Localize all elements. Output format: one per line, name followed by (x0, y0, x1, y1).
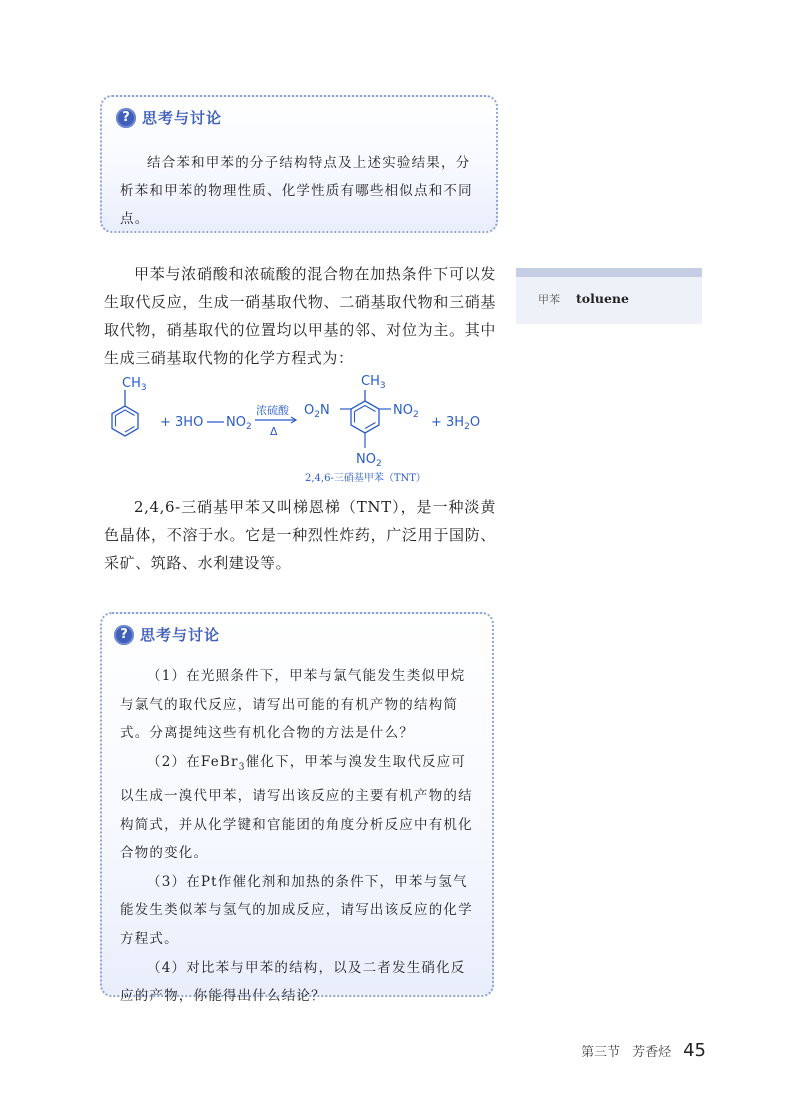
tnt-left-nitro: $O_2N$ (304, 403, 330, 420)
reagent-no2: $NO_2$ (226, 415, 252, 432)
question-icon: ? (116, 108, 136, 128)
reagent-hono2: + 3HO (160, 415, 204, 430)
body-paragraph-2: 2,4,6-三硝基甲苯又叫梯恩梯（TNT），是一种淡黄色晶体，不溶于水。它是一种烈性炸药，广泛用于国防、采矿、筑路、水利建设等。 (104, 498, 496, 572)
water-product: + $3H_2O$ (431, 415, 481, 432)
page-number: 45 (683, 1040, 706, 1061)
question-2: （2）在FeBr$_3$催化下，甲苯与溴发生取代反应可以生成一溴代甲苯，请写出该反应的主要有机产物的结构简式，并从化学键和官能团的角度分析反应中有机化合物的变化。 (120, 753, 473, 862)
discussion-text-1: 结合苯和甲苯的分子结构特点及上述实验结果，分析苯和甲苯的物理性质、化学性质有哪些相似点和不同点。 (120, 155, 473, 227)
glossary-term-en: toluene (576, 291, 629, 306)
glossary-entry (516, 277, 702, 307)
tnt-bottom-nitro: $NO_2$ (356, 452, 382, 469)
tnt-structure (340, 390, 391, 448)
glossary-term-zh: 甲苯 (538, 293, 560, 306)
page-footer (581, 1040, 706, 1061)
discussion-box-2 (100, 612, 494, 1005)
discussion-questions (120, 662, 480, 1011)
discussion-title-2: 思考与讨论 (140, 626, 221, 644)
discussion-heading-1 (116, 107, 222, 128)
tnt-methyl-label: $CH_3$ (361, 374, 386, 391)
glossary-band (516, 268, 702, 277)
question-3: （3）在Pt作催化剂和加热的条件下，甲苯与氢气能发生类似苯与氢气的加成反应，请写出该反应的化学方程式。 (120, 873, 473, 948)
footer-section: 第三节 (581, 1045, 621, 1060)
reaction-catalyst: 浓硫酸 (256, 404, 289, 417)
discussion-heading-2 (114, 624, 220, 645)
footer-title: 芳香烃 (632, 1045, 672, 1060)
nitration-equation (100, 368, 500, 498)
discussion-box-1 (100, 95, 498, 233)
toluene-methyl-label: $CH_3$ (122, 376, 147, 393)
tnt-right-nitro: $NO_2$ (393, 403, 419, 420)
tnt-name-label: 2,4,6-三硝基甲苯（TNT） (305, 473, 426, 484)
glossary-sidebar (516, 268, 702, 324)
toluene-structure (112, 390, 138, 436)
question-1: （1）在光照条件下，甲苯与氯气能发生类似甲烷与氯气的取代反应，请写出可能的有机产物的结构简式。分离提纯这些有机化合物的方法是什么？ (120, 668, 466, 742)
question-4: （4）对比苯与甲苯的结构，以及二者发生硝化反应的产物，你能得出什么结论？ (120, 959, 466, 1005)
discussion-title-1: 思考与讨论 (142, 109, 223, 127)
body-paragraph-1: 甲苯与浓硝酸和浓硫酸的混合物在加热条件下可以发生取代反应，生成一硝基取代物、二硝基取代物和三硝基取代物，硝基取代的位置均以甲基的邻、对位为主。其中生成三硝基取代物的化学方程式为： (104, 265, 496, 367)
reaction-heat: Δ (270, 425, 278, 438)
question-icon: ? (114, 625, 134, 645)
